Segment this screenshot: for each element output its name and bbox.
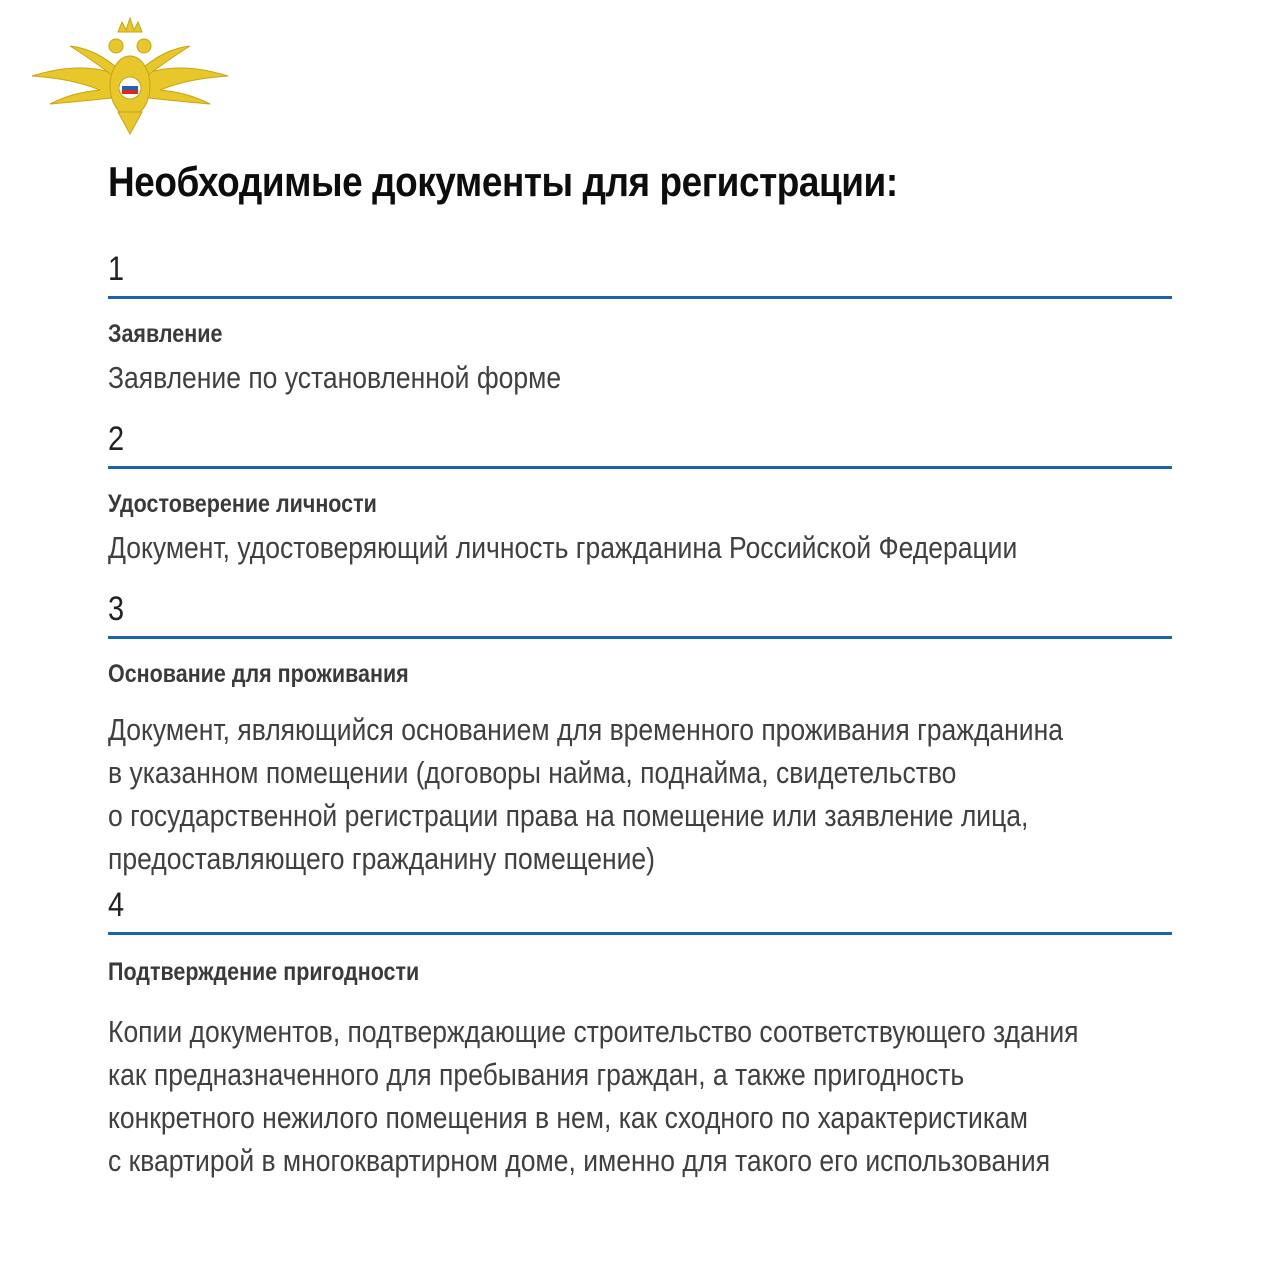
- item-divider: [108, 932, 1172, 935]
- description-line: Заявление по установленной форме: [108, 360, 562, 395]
- item-label: Заявление: [108, 320, 223, 348]
- item-description: [108, 526, 1168, 569]
- description-line: о государственной регистрации права на помещение или заявление лица,: [108, 798, 1029, 833]
- item-number: 1: [108, 250, 125, 288]
- item-divider: [108, 296, 1172, 299]
- item-divider: [108, 466, 1172, 469]
- description-line: конкретного нежилого помещения в нем, как сходного по характеристикам: [108, 1100, 1029, 1135]
- page-title: Необходимые документы для регистрации:: [108, 158, 898, 205]
- item-number: 4: [108, 886, 125, 924]
- description-line: Документ, удостоверяющий личность гражданина Российской Федерации: [108, 530, 1018, 565]
- description-line: в указанном помещении (договоры найма, поднайма, свидетельство: [108, 755, 957, 790]
- description-line: с квартирой в многоквартирном доме, именно для такого его использования: [108, 1143, 1051, 1178]
- mvd-emblem-icon: [30, 16, 230, 136]
- item-label: Основание для проживания: [108, 660, 409, 688]
- item-divider: [108, 636, 1172, 639]
- description-line: предоставляющего гражданину помещение): [108, 841, 656, 876]
- item-description: [108, 1010, 1168, 1182]
- item-description: [108, 356, 1168, 399]
- description-line: Документ, являющийся основанием для временного проживания гражданина: [108, 712, 1063, 747]
- description-line: Копии документов, подтверждающие строительство соответствующего здания: [108, 1014, 1079, 1049]
- item-label: Подтверждение пригодности: [108, 958, 420, 986]
- item-number: 2: [108, 420, 125, 458]
- description-line: как предназначенного для пребывания граждан, а также пригодность: [108, 1057, 965, 1092]
- item-number: 3: [108, 590, 125, 628]
- item-description: [108, 708, 1168, 880]
- item-label: Удостоверение личности: [108, 490, 377, 518]
